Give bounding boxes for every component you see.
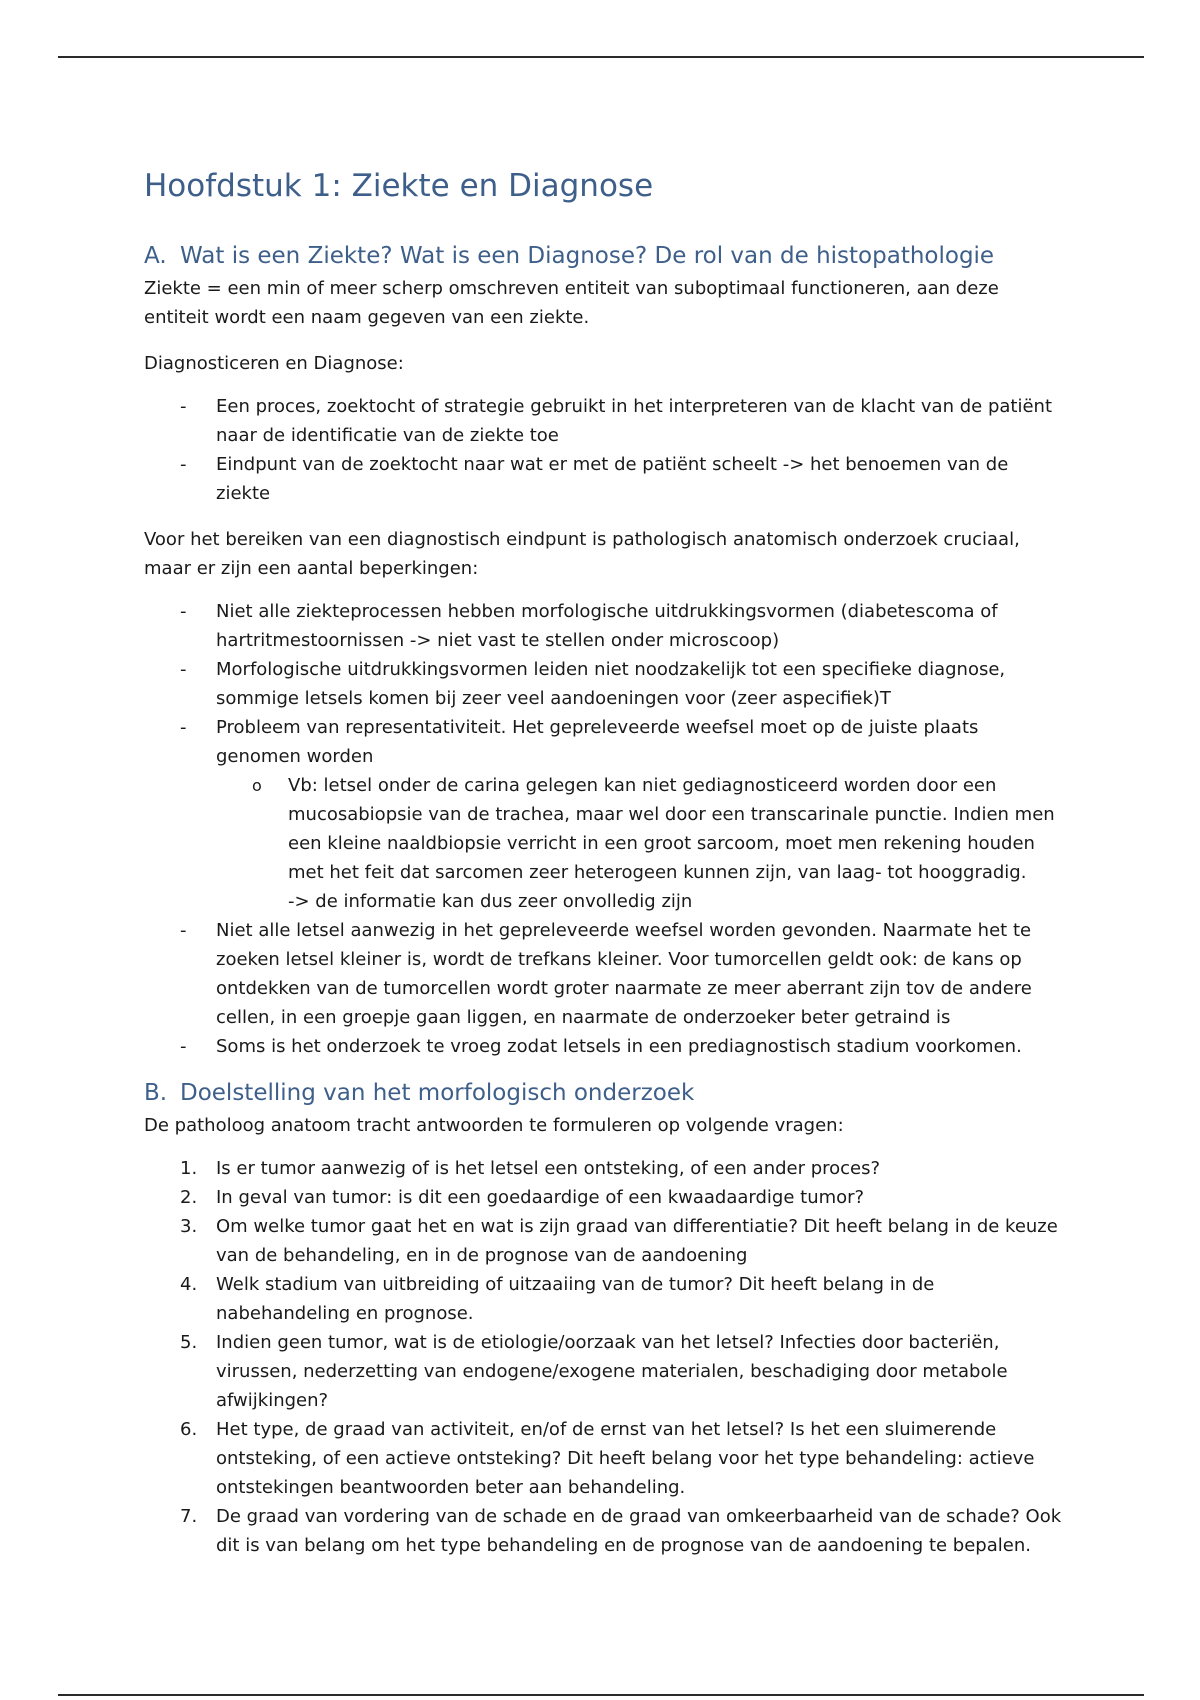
list-item-text: Probleem van representativiteit. Het gepreleveerde weefsel moet op de juiste plaats genomen worden [216, 717, 979, 767]
example-conclusion: -> de informatie kan dus zeer onvolledig zijn [288, 891, 693, 912]
list-item-text: In geval van tumor: is dit een goedaardige of een kwaadaardige tumor? [216, 1187, 865, 1208]
section-a-heading-text: Wat is een Ziekte? Wat is een Diagnose? De rol van de histopathologie [180, 243, 995, 269]
dash-bullet: - [180, 601, 187, 622]
questions-intro: De patholoog anatoom tracht antwoorden te formuleren op volgende vragen: [144, 1115, 844, 1136]
example-text: Vb: letsel onder de carina gelegen kan niet gediagnosticeerd worden door een mucosabiopsie van de trachea, maar wel door een transcarinale punctie. Indien men een kleine naaldbiopsie verricht in een groot sarcoom, moet men rekening houden met het feit dat sarcomen zeer heterogeen kunnen zijn, van laag- tot hooggradig. [288, 775, 1055, 883]
dash-bullet: - [180, 396, 187, 417]
dash-bullet: - [180, 659, 187, 680]
list-number: 3. [180, 1216, 198, 1237]
list-item [144, 392, 1064, 450]
list-item-text: Soms is het onderzoek te vroeg zodat letsels in een prediagnostisch stadium voorkomen. [216, 1036, 1022, 1057]
list-item [144, 1502, 1064, 1560]
limitations-list [144, 597, 1064, 1061]
list-item [144, 1415, 1064, 1502]
list-item-text: Niet alle ziekteprocessen hebben morfologische uitdrukkingsvormen (diabetescoma of hartritmestoornissen -> niet vast te stellen onder microscoop) [216, 601, 998, 651]
dash-bullet: - [180, 1036, 187, 1057]
list-item-text: Morfologische uitdrukkingsvormen leiden niet noodzakelijk tot een specifieke diagnose, sommige letsels komen bij zeer veel aandoeningen voor (zeer aspecifiek)T [216, 659, 1006, 709]
list-item [144, 916, 1064, 1032]
section-b-heading-text: Doelstelling van het morfologisch onderzoek [180, 1080, 695, 1106]
dash-bullet: - [180, 717, 187, 738]
list-number: 2. [180, 1187, 198, 1208]
list-item [144, 1154, 1064, 1183]
list-item [144, 655, 1064, 713]
limitations-intro: Voor het bereiken van een diagnostisch eindpunt is pathologisch anatomisch onderzoek cruciaal, maar er zijn een aantal beperkingen: [144, 529, 1020, 579]
list-item [144, 1270, 1064, 1328]
list-number: 7. [180, 1506, 198, 1527]
dash-bullet: - [180, 920, 187, 941]
diagnose-label: Diagnosticeren en Diagnose: [144, 353, 404, 374]
list-item [144, 1032, 1064, 1061]
list-item-text: De graad van vordering van de schade en de graad van omkeerbaarheid van de schade? Ook dit is van belang om het type behandeling en de prognose van de aandoening te bepalen. [216, 1506, 1062, 1556]
circle-bullet: o [252, 776, 262, 795]
list-item-text: Een proces, zoektocht of strategie gebruikt in het interpreteren van de klacht van de patiënt naar de identificatie van de ziekte toe [216, 396, 1052, 446]
document-page [144, 162, 1064, 1560]
dash-bullet: - [180, 454, 187, 475]
list-item-text: Het type, de graad van activiteit, en/of de ernst van het letsel? Is het een sluimerende ontsteking, of een actieve ontsteking? Dit heeft belang voor het type behandeling: actieve ontstekingen beantwoorden beter aan behandeling. [216, 1419, 1035, 1498]
section-b-heading [144, 1075, 1064, 1111]
ziekte-definition: Ziekte = een min of meer scherp omschreven entiteit van suboptimaal functioneren, aan deze entiteit wordt een naam gegeven van een ziekte. [144, 278, 999, 328]
questions-list [144, 1154, 1064, 1560]
list-item [144, 1328, 1064, 1415]
list-item-text: Om welke tumor gaat het en wat is zijn graad van differentiatie? Dit heeft belang in de keuze van de behandeling, en in de prognose van de aandoening [216, 1216, 1058, 1266]
header-rule [58, 56, 1144, 58]
list-item-text: Is er tumor aanwezig of is het letsel een ontsteking, of een ander proces? [216, 1158, 881, 1179]
section-a-letter: A. [144, 243, 167, 269]
list-number: 6. [180, 1419, 198, 1440]
footer-rule [58, 1694, 1144, 1696]
section-a-heading [144, 238, 1064, 274]
list-number: 1. [180, 1158, 198, 1179]
example-sublist [216, 771, 1064, 916]
sublist-item [216, 771, 1064, 916]
diagnose-list [144, 392, 1064, 508]
list-number: 5. [180, 1332, 198, 1353]
list-item-text: Indien geen tumor, wat is de etiologie/oorzaak van het letsel? Infecties door bacteriën, virussen, nederzetting van endogene/exogene materialen, beschadiging door metabole afwijkingen? [216, 1332, 1008, 1411]
list-item [144, 450, 1064, 508]
list-number: 4. [180, 1274, 198, 1295]
list-item [144, 1212, 1064, 1270]
list-item [144, 1183, 1064, 1212]
list-item [144, 597, 1064, 655]
page-title: Hoofdstuk 1: Ziekte en Diagnose [144, 168, 654, 204]
list-item-text: Eindpunt van de zoektocht naar wat er met de patiënt scheelt -> het benoemen van de ziekte [216, 454, 1009, 504]
list-item-text: Niet alle letsel aanwezig in het gepreleveerde weefsel worden gevonden. Naarmate het te zoeken letsel kleiner is, wordt de trefkans kleiner. Voor tumorcellen geldt ook: de kans op ontdekken van de tumorcellen wordt groter naarmate ze meer aberrant zijn tov de andere cellen, in een groepje gaan liggen, en naarmate de onderzoeker beter getraind is [216, 920, 1032, 1028]
section-b-letter: B. [144, 1080, 168, 1106]
list-item-text: Welk stadium van uitbreiding of uitzaaiing van de tumor? Dit heeft belang in de nabehandeling en prognose. [216, 1274, 935, 1324]
list-item [144, 713, 1064, 916]
